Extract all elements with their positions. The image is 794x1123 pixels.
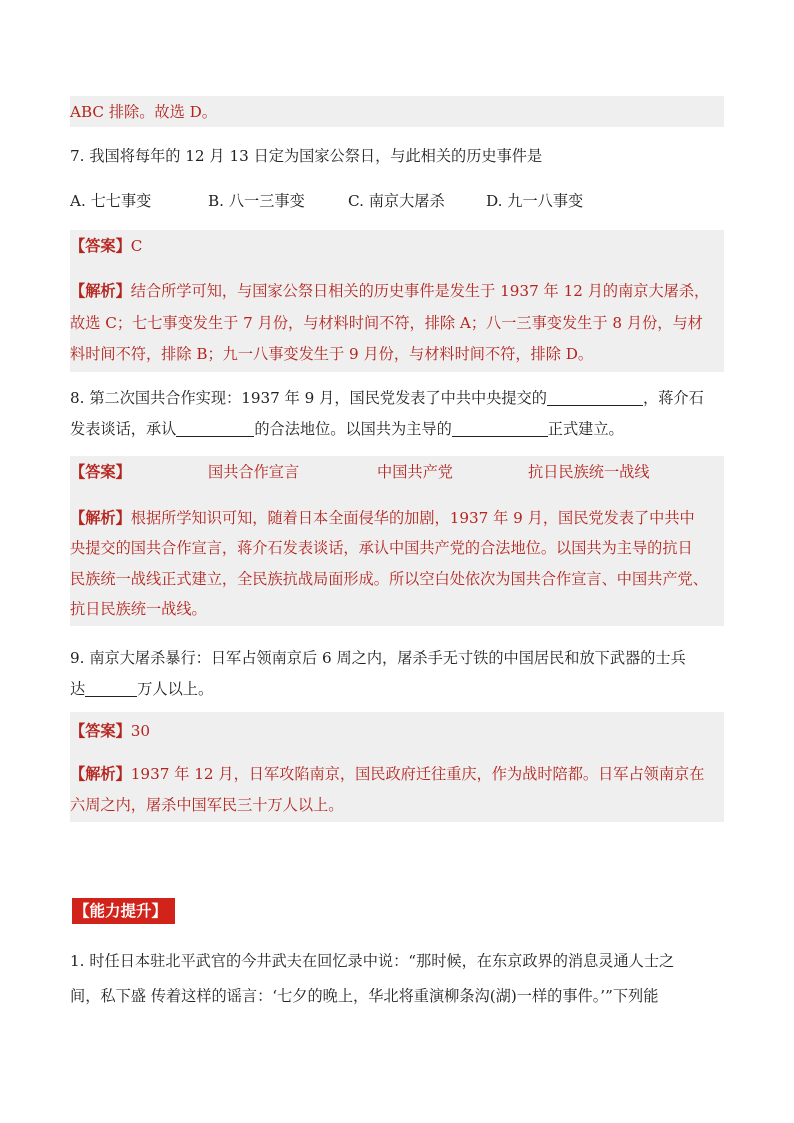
question-9-line-1: 9. 南京大屠杀暴行：日军占领南京后 6 周之内，屠杀手无寸铁的中国居民和放下武器的士兵 [70, 649, 686, 667]
question-8-analysis-line: 【解析】根据所学知识可知，随着日本全面侵华的加剧，1937 年 9 月，国民党发表了中共中 [70, 509, 695, 527]
question-8 [70, 385, 724, 445]
option-b: B. 八一三事变 [208, 192, 305, 210]
ability-question-1-line: 间，私下盛 传着这样的谣言：‘七夕的晚上，华北将重演柳条沟(湖)一样的事件。’”下列能 [70, 987, 659, 1005]
option-a: A. 七七事变 [70, 192, 152, 210]
question-9-analysis-line: 六周之内，屠杀中国军民三十万人以上。 [70, 796, 344, 814]
fill-blank [85, 680, 137, 697]
option-d: D. 九一八事变 [486, 192, 584, 210]
question-9-analysis-line: 【解析】1937 年 12 月，日军攻陷南京，国民政府迁往重庆，作为战时陪都。日军占领南京在 [70, 765, 705, 783]
question-9-answer [70, 721, 150, 741]
previous-analysis-tail [70, 96, 724, 127]
question-9-line-2: 达 万人以上。 [70, 680, 214, 698]
question-8-analysis-line: 央提交的国共合作宣言，蒋介石发表谈话，承认中国共产党的合法地位。以国共为主导的抗日 [70, 539, 693, 557]
question-8-analysis-line: 民族统一战线正式建立，全民族抗战局面形成。所以空白处依次为国共合作宣言、中国共产党、 [70, 570, 708, 588]
question-7-analysis-line: 故选 C；七七事变发生于 7 月份，与材料时间不符，排除 A；八一三事变发生于 8 月份，与材 [70, 314, 703, 332]
answer-tag: 【答案】 [70, 463, 131, 481]
previous-analysis-text: ABC 排除。故选 D。 [70, 103, 217, 121]
question-7-analysis-line: 【解析】结合所学可知，与国家公祭日相关的历史事件是发生于 1937 年 12 月的南京大屠杀， [70, 282, 710, 300]
question-8-analysis-line: 抗日民族统一战线。 [70, 600, 207, 618]
question-7-answer-box [70, 230, 724, 372]
analysis-tag: 【解析】 [70, 509, 131, 527]
option-c: C. 南京大屠杀 [348, 192, 445, 210]
question-8-line-2: 发表谈话，承认 的合法地位。以国共为主导的 正式建立。 [70, 420, 624, 438]
fill-blank-1 [547, 389, 643, 406]
question-8-line-1: 8. 第二次国共合作实现：1937 年 9 月，国民党发表了中共中央提交的 ，蒋介石 [70, 389, 704, 407]
ability-question-1-line: 1. 时任日本驻北平武官的今井武夫在回忆录中说：“那时候，在东京政界的消息灵通人士之 [70, 952, 675, 970]
answer-tag: 【答案】 [70, 237, 131, 255]
question-7-analysis-line: 料时间不符，排除 B；九一八事变发生于 9 月份，与材料时间不符，排除 D。 [70, 345, 594, 363]
answer-value-1: 国共合作宣言 [208, 463, 300, 481]
ability-question-1 [70, 948, 724, 1018]
analysis-tag: 【解析】 [70, 282, 131, 300]
question-9-answer-box [70, 712, 724, 822]
question-7-answer [70, 236, 142, 256]
answer-value: 30 [130, 722, 151, 740]
answer-value-2: 中国共产党 [377, 463, 453, 481]
answer-value: C [130, 237, 143, 255]
fill-blank-2 [176, 420, 254, 437]
question-9 [70, 645, 724, 705]
answer-tag: 【答案】 [70, 722, 131, 740]
section-title-ability-improvement: 【能力提升】 [72, 898, 175, 924]
answer-value-3: 抗日民族统一战线 [528, 463, 650, 481]
fill-blank-3 [452, 420, 548, 437]
question-7 [70, 143, 724, 223]
question-7-stem: 7. 我国将每年的 12 月 13 日定为国家公祭日，与此相关的历史事件是 [70, 147, 543, 165]
question-8-answer-box [70, 456, 724, 626]
analysis-tag: 【解析】 [70, 765, 131, 783]
